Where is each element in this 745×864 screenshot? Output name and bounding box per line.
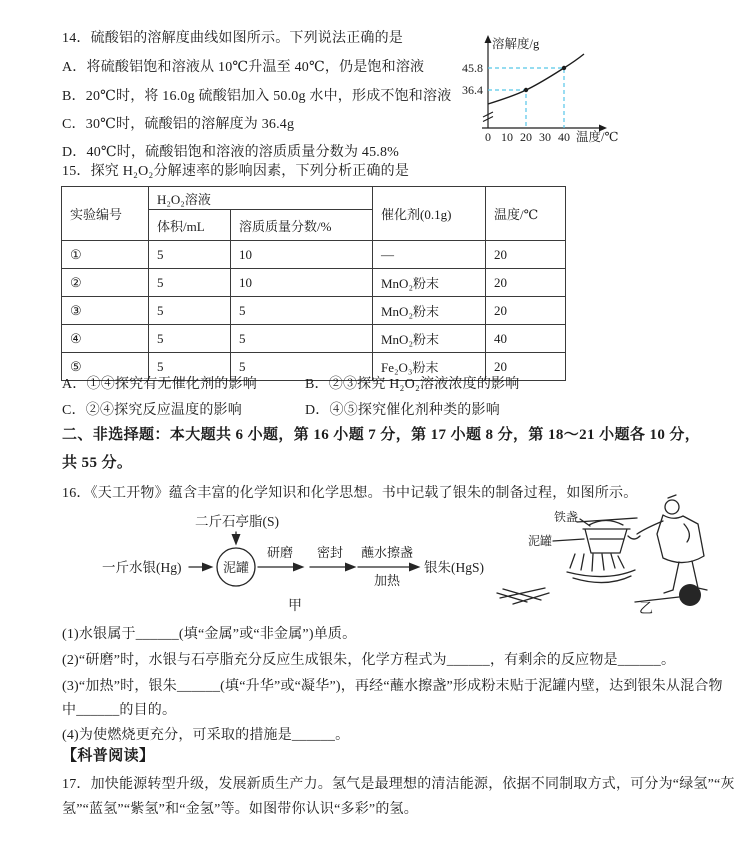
cell: 40 bbox=[486, 325, 566, 353]
flow-top-input: 二斤石亭脂(S) bbox=[195, 514, 279, 529]
cell: 5 bbox=[149, 353, 231, 381]
fire-base-icon bbox=[567, 570, 635, 583]
clay-pot-icon bbox=[583, 529, 630, 553]
q14-option-b: B．20℃时，将 16.0g 硫酸铝加入 50.0g 水中，形成不饱和溶液 bbox=[62, 89, 452, 104]
flow-product: 银朱(HgS) bbox=[424, 560, 484, 575]
flow-step2-label: 密封 bbox=[316, 545, 344, 560]
cell: 5 bbox=[149, 297, 231, 325]
xtick-0: 0 bbox=[485, 130, 491, 144]
ylabel-45-8: 45.8 bbox=[462, 61, 483, 75]
flow-step3-bottom-label: 加热 bbox=[373, 573, 401, 588]
cell: 5 bbox=[149, 241, 231, 269]
q17-line1: 17．加快能源转型升级，发展新质生产力。氢气是最理想的清洁能源，依据不同制取方式，可分为“绿氢”“灰 bbox=[62, 777, 735, 792]
cell: 5 bbox=[231, 297, 373, 325]
cell: MnO₂粉末 bbox=[373, 269, 486, 297]
q16-sub2: (2)“研磨”时，水银与石亭脂充分反应生成银朱，化学方程式为______，有剩余的反应物是______。 bbox=[62, 653, 676, 668]
cell: ② bbox=[62, 269, 149, 297]
section2-header-line2: 共 55 分。 bbox=[62, 455, 133, 471]
header-volume: 体积/mL bbox=[149, 210, 231, 241]
header-catalyst: 催化剂(0.1g) bbox=[373, 187, 486, 241]
q15-stem: 15．探究 H₂O₂分解速率的影响因素，下列分析正确的是 bbox=[62, 164, 410, 179]
table-row bbox=[62, 325, 566, 353]
label-iron-cup: 铁盏 bbox=[553, 510, 579, 524]
label-clay-pot: 泥罐 bbox=[527, 534, 553, 548]
table-row bbox=[62, 297, 566, 325]
cell: 5 bbox=[149, 269, 231, 297]
q17-line2: 氢”“蓝氢”“紫氢”和“金氢”等。如图带你认识“多彩”的氢。 bbox=[62, 802, 418, 817]
cell: 10 bbox=[231, 269, 373, 297]
solubility-chart bbox=[452, 26, 652, 148]
flames-icon bbox=[570, 554, 624, 571]
header-exp-id: 实验编号 bbox=[62, 187, 149, 241]
flow-caption-jia: 甲 bbox=[288, 599, 302, 614]
cell: ⑤ bbox=[62, 353, 149, 381]
flow-step1-label: 研磨 bbox=[266, 545, 294, 560]
solubility-curve bbox=[488, 54, 584, 104]
q16-sub1: (1)水银属于______(填“金属”或“非金属”)单质。 bbox=[62, 627, 357, 642]
section2-header-line1: 二、非选择题：本大题共 6 小题，第 16 小题 7 分，第 17 小题 8 分，第 18～21 小题各 10 分， bbox=[62, 427, 701, 443]
q14-option-a: A．将硫酸铝饱和溶液从 10℃升温至 40℃，仍是饱和溶液 bbox=[62, 60, 425, 75]
q15-option-a: A．①④探究有无催化剂的影响 bbox=[62, 377, 257, 392]
cell: Fe₂O₃粉末 bbox=[373, 353, 486, 381]
flow-step3-top-label: 蘸水擦盏 bbox=[360, 545, 414, 560]
cell: 5 bbox=[231, 353, 373, 381]
cell: ① bbox=[62, 241, 149, 269]
chart-xlabel: 温度/℃ bbox=[576, 130, 619, 144]
cell: 20 bbox=[486, 353, 566, 381]
q14-option-c: C．30℃时，硫酸铝的溶解度为 36.4g bbox=[62, 117, 295, 132]
ylabel-36-4: 36.4 bbox=[462, 83, 483, 97]
cell: 5 bbox=[149, 325, 231, 353]
q14-stem: 14．硫酸铝的溶解度曲线如图所示。下列说法正确的是 bbox=[62, 31, 403, 46]
header-fraction: 溶质质量分数/% bbox=[231, 210, 373, 241]
gourd-ladle-icon bbox=[679, 584, 701, 606]
flow-vessel-label: 泥罐 bbox=[222, 560, 250, 575]
cell: 20 bbox=[486, 241, 566, 269]
header-temp: 温度/℃ bbox=[486, 187, 566, 241]
xtick-10: 10 bbox=[501, 130, 513, 144]
cell: MnO₂粉末 bbox=[373, 325, 486, 353]
firewood-icon bbox=[497, 588, 549, 604]
cell: MnO₂粉末 bbox=[373, 297, 486, 325]
furnace-illustration bbox=[487, 494, 742, 619]
clay-pot-pointer-icon bbox=[553, 539, 584, 541]
q14-option-d: D．40℃时，硫酸铝饱和溶液的溶质质量分数为 45.8% bbox=[62, 145, 400, 160]
cell: 20 bbox=[486, 297, 566, 325]
q16-sub3b: 中______的目的。 bbox=[62, 703, 177, 718]
q15-option-d: D．④⑤探究催化剂种类的影响 bbox=[305, 403, 500, 418]
table-row bbox=[62, 241, 566, 269]
chart-ylabel: 溶解度/g bbox=[492, 37, 540, 51]
xtick-20: 20 bbox=[520, 130, 532, 144]
xtick-30: 30 bbox=[539, 130, 551, 144]
cell: — bbox=[373, 241, 486, 269]
data-point-40 bbox=[562, 66, 566, 70]
q16-sub4: (4)为使燃烧更充分，可采取的措施是______。 bbox=[62, 728, 350, 743]
y-axis-arrow-icon bbox=[485, 35, 492, 43]
q15-table bbox=[61, 186, 566, 381]
q15-option-c: C．②④探究反应温度的影响 bbox=[62, 403, 242, 418]
data-point-20 bbox=[524, 88, 528, 92]
cell: ③ bbox=[62, 297, 149, 325]
cell: 5 bbox=[231, 325, 373, 353]
worker-figure-icon bbox=[628, 495, 707, 593]
table-row bbox=[62, 269, 566, 297]
cell: ④ bbox=[62, 325, 149, 353]
flow-caption-yi: 乙 bbox=[639, 602, 653, 617]
reading-section-title: 【科普阅读】 bbox=[62, 748, 155, 764]
q16-sub3a: (3)“加热”时，银朱______(填“升华”或“凝华”)，再经“蘸水擦盏”形成粉末贴于泥罐内壁，达到银朱从混合物 bbox=[62, 679, 723, 694]
q16-stem: 16．《天工开物》蕴含丰富的化学知识和化学思想。书中记载了银朱的制备过程，如图所示。 bbox=[62, 486, 638, 501]
flow-left-input: 一斤水银(Hg) bbox=[102, 560, 182, 575]
q15-option-b: B．②③探究 H₂O₂溶液浓度的影响 bbox=[305, 377, 520, 392]
vermilion-flow-diagram bbox=[62, 506, 487, 618]
table-header-row1 bbox=[62, 187, 566, 210]
guide-36-4 bbox=[488, 90, 526, 128]
header-h2o2-group: H₂O₂溶液 bbox=[149, 187, 373, 210]
xtick-40: 40 bbox=[558, 130, 570, 144]
cell: 20 bbox=[486, 269, 566, 297]
cell: 10 bbox=[231, 241, 373, 269]
